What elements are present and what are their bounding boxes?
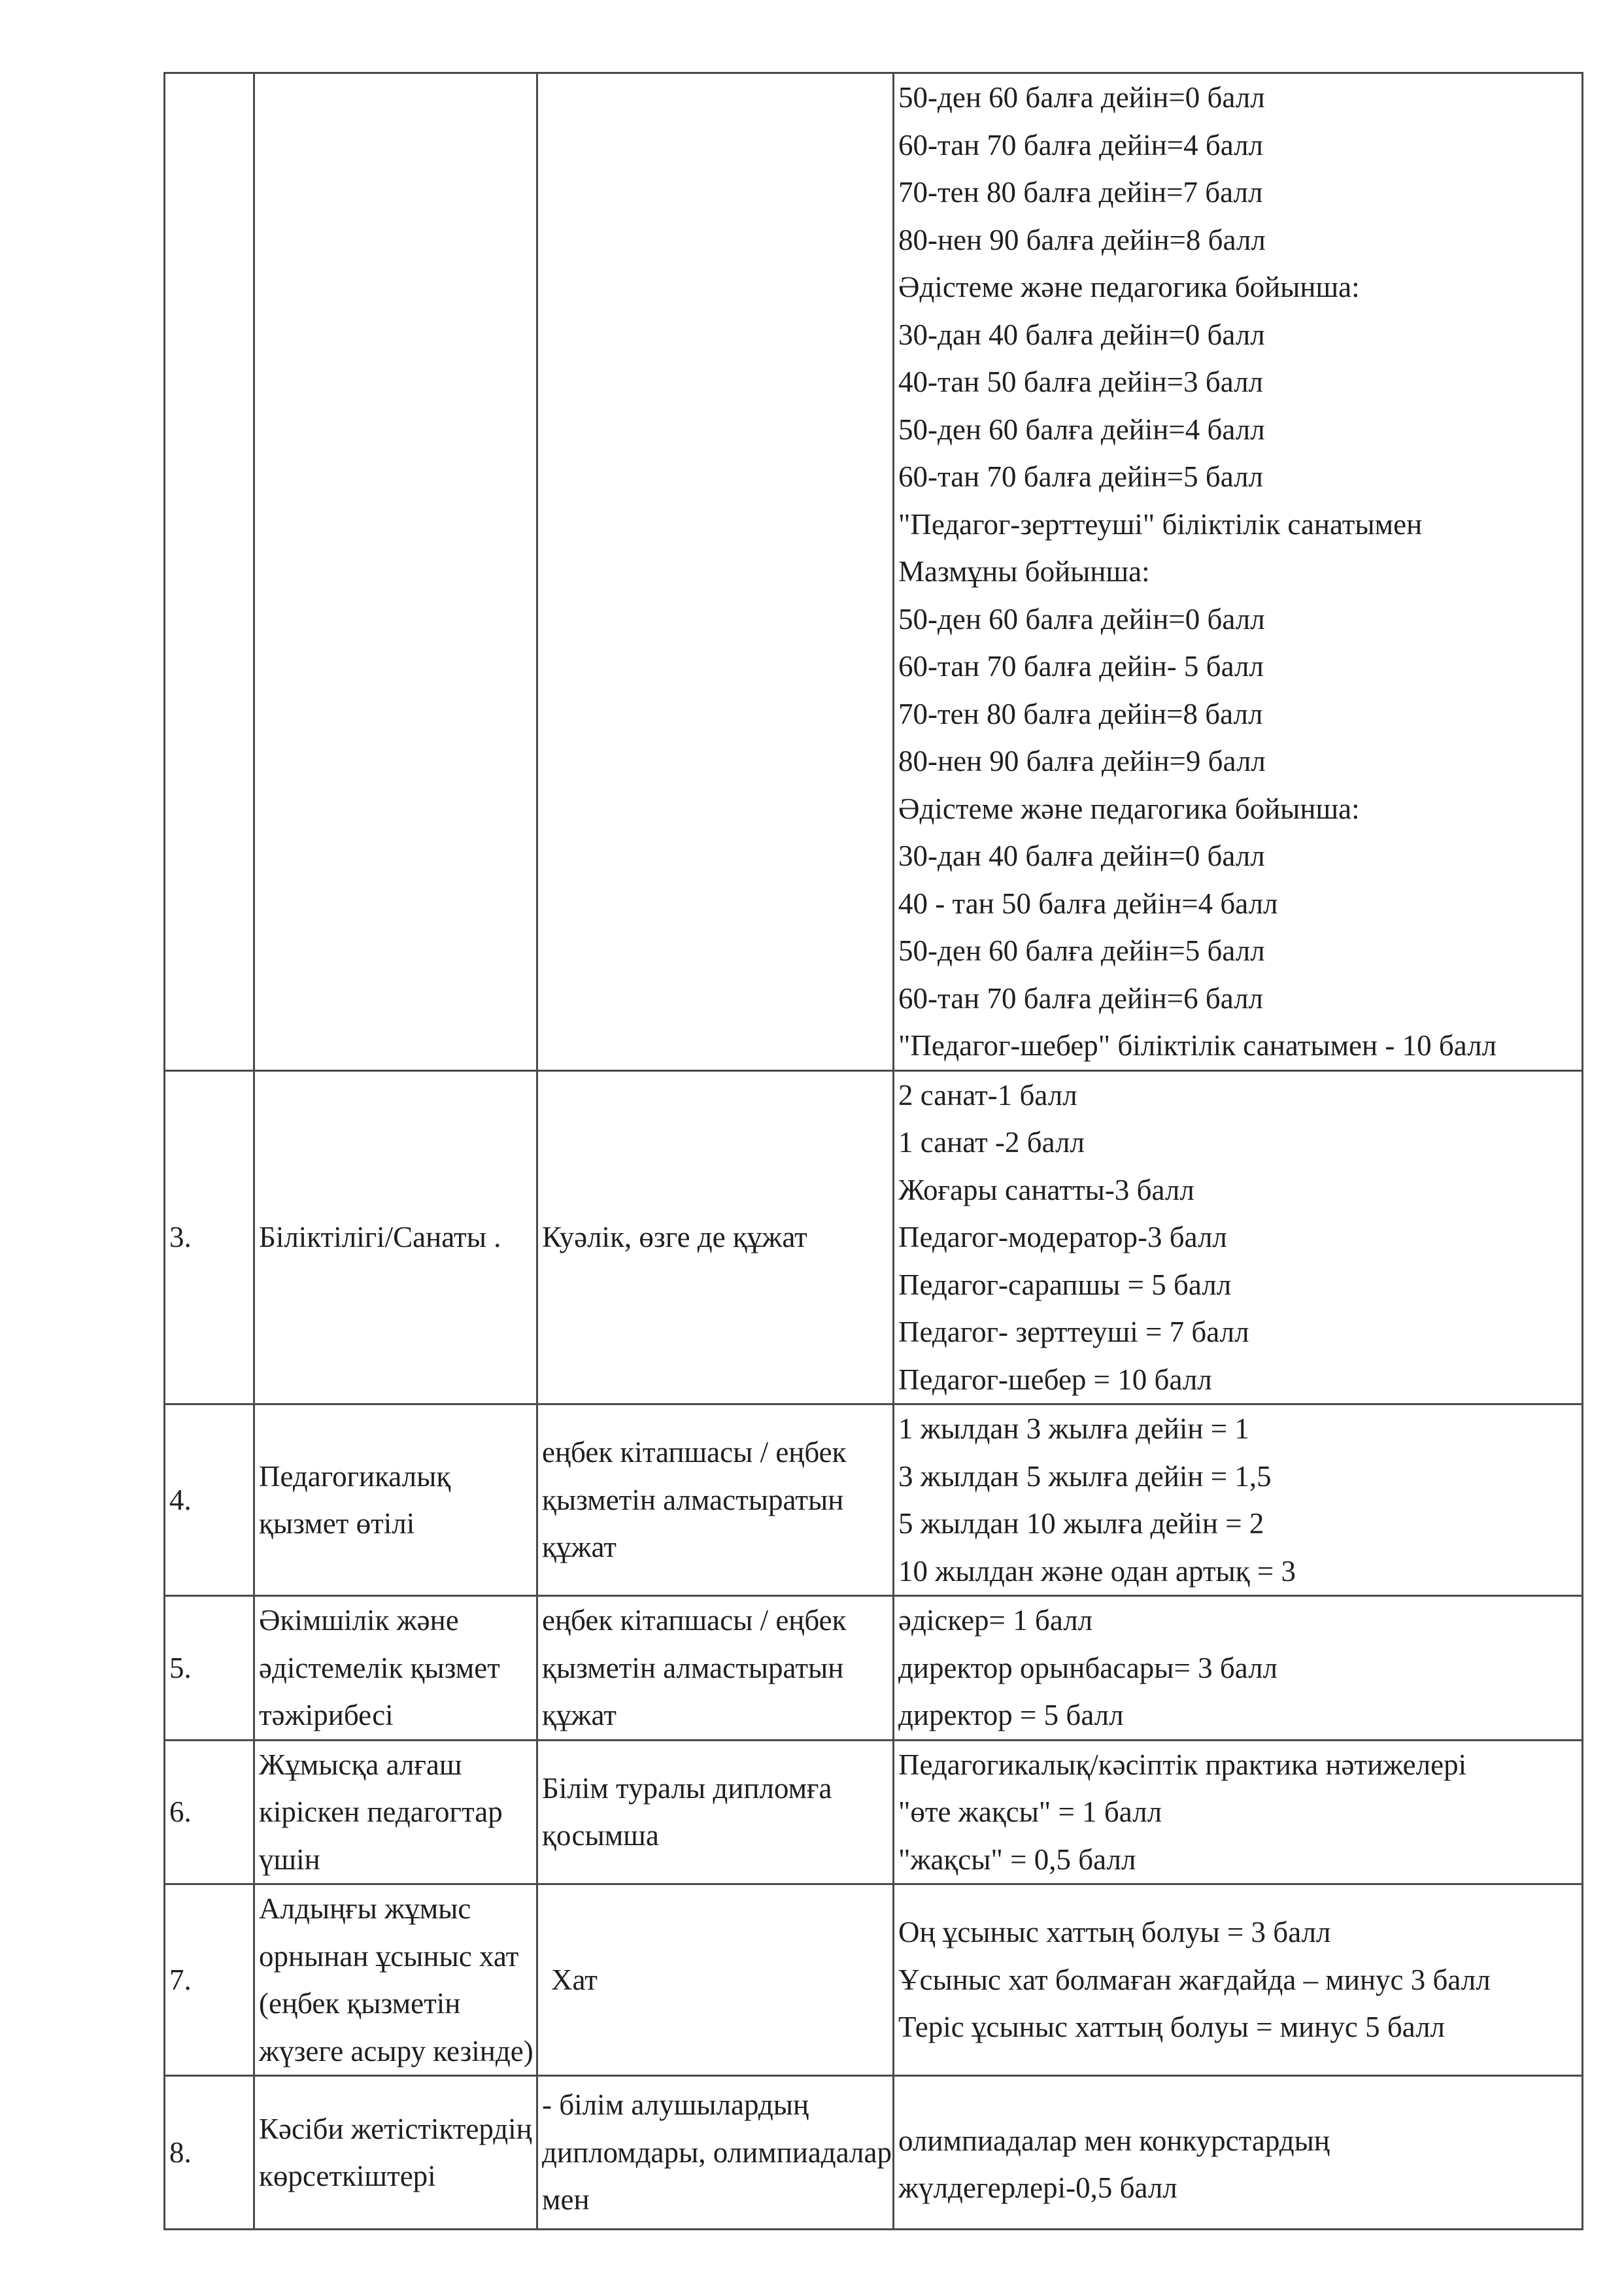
scoring-line: 2 санат-1 балл	[898, 1078, 1077, 1112]
document-type: Куәлік, өзге де құжат	[537, 1070, 894, 1404]
criterion-name: Алдыңғы жұмыс орнынан ұсыныс хат (еңбек қызметін жүзеге асыру кезінде)	[254, 1884, 537, 2076]
scoring-line: Педагог- зерттеуші = 7 балл	[898, 1316, 1249, 1348]
scoring-line: Педагог-сарапшы = 5 балл	[898, 1268, 1232, 1301]
criterion-name: Жұмысқа алғаш кіріскен педагогтар үшін	[254, 1740, 537, 1884]
scoring-line: 50-ден 60 балға дейін=4 балл	[898, 413, 1265, 446]
scoring-line: 1 санат -2 балл	[898, 1126, 1085, 1159]
scoring-cell	[894, 1404, 1583, 1596]
document-type: еңбек кітапшасы / еңбек қызметін алмастыратын құжат	[537, 1596, 894, 1741]
criterion-name: Педагогикалық қызмет өтілі	[254, 1404, 537, 1596]
scoring-line: 10 жылдан және одан артық = 3	[898, 1554, 1296, 1588]
scoring-line: 5 жылдан 10 жылға дейін = 2	[898, 1507, 1264, 1540]
scoring-line: 60-тан 70 балға дейін=6 балл	[898, 981, 1263, 1015]
criterion-name: Кәсіби жетістіктердің көрсеткіштері	[254, 2076, 537, 2230]
table-row	[165, 1740, 1583, 1884]
table-row	[165, 1070, 1583, 1404]
scoring-line: Жоғары санатты-3 балл	[898, 1173, 1194, 1206]
scoring-cell	[894, 2076, 1583, 2230]
scoring-line: 3 жылдан 5 жылға дейін = 1,5	[898, 1459, 1272, 1493]
scoring-line: Әдістеме және педагогика бойынша:	[898, 792, 1360, 825]
document-type: Білім туралы дипломға қосымша	[537, 1740, 894, 1884]
table-row-continuation	[165, 73, 1583, 1071]
criterion-name-cell	[254, 73, 537, 1071]
scoring-line: олимпиадалар мен конкурстардың	[898, 2124, 1330, 2157]
scoring-cell	[894, 1070, 1583, 1404]
scoring-line: әдіскер= 1 балл	[898, 1604, 1093, 1637]
scoring-line: "жақсы" = 0,5 балл	[898, 1843, 1136, 1876]
scoring-cell	[894, 1596, 1583, 1741]
document-type: Хат	[537, 1884, 894, 2076]
scoring-line: 40 - тан 50 балға дейін=4 балл	[898, 887, 1278, 920]
table-row	[165, 1596, 1583, 1741]
scoring-line: Мазмұны бойынша:	[898, 555, 1150, 588]
row-number: 8.	[165, 2076, 254, 2230]
criterion-name: Біліктілігі/Санаты .	[254, 1070, 537, 1404]
scoring-line: 60-тан 70 балға дейін=5 балл	[898, 460, 1263, 493]
scoring-line: Теріс ұсыныс хаттың болуы = минус 5 балл	[898, 2011, 1445, 2044]
row-number-cell	[165, 73, 254, 1071]
scoring-line: 1 жылдан 3 жылға дейін = 1	[898, 1412, 1249, 1445]
scoring-cell	[894, 73, 1583, 1071]
table-row	[165, 1404, 1583, 1596]
scoring-line: "Педагог-шебер" біліктілік санатымен - 10 балл	[898, 1029, 1497, 1062]
scoring-line: Педагог-модератор-3 балл	[898, 1221, 1227, 1253]
document-type: еңбек кітапшасы / еңбек қызметін алмастыратын құжат	[537, 1404, 894, 1596]
scoring-line: 60-тан 70 балға дейін=4 балл	[898, 128, 1263, 162]
scoring-line: 30-дан 40 балға дейін=0 балл	[898, 840, 1265, 872]
scoring-line: директор орынбасары= 3 балл	[898, 1651, 1278, 1684]
scoring-line: Педагогикалық/кәсіптік практика нәтижелері	[898, 1748, 1467, 1781]
criterion-name: Әкімшілік және әдістемелік қызмет тәжірибесі	[254, 1596, 537, 1741]
scoring-line: Ұсыныс хат болмаған жағдайда – минус 3 балл	[898, 1963, 1491, 1996]
scoring-line: 50-ден 60 балға дейін=5 балл	[898, 934, 1265, 967]
table-row	[165, 1884, 1583, 2076]
row-number: 6.	[165, 1740, 254, 1884]
scoring-line: "Педагог-зерттеуші" біліктілік санатымен	[898, 507, 1423, 541]
scoring-line: директор = 5 балл	[898, 1699, 1124, 1731]
row-number: 5.	[165, 1596, 254, 1741]
row-number: 3.	[165, 1070, 254, 1404]
scoring-line: 40-тан 50 балға дейін=3 балл	[898, 366, 1263, 398]
table-row	[165, 2076, 1583, 2230]
scoring-line: Әдістеме және педагогика бойынша:	[898, 271, 1360, 303]
row-number: 4.	[165, 1404, 254, 1596]
scoring-line: 70-тен 80 балға дейін=8 балл	[898, 697, 1263, 730]
row-number: 7.	[165, 1884, 254, 2076]
document-cell	[537, 73, 894, 1071]
scoring-line: "өте жақсы" = 1 балл	[898, 1795, 1162, 1828]
scoring-line: Педагог-шебер = 10 балл	[898, 1363, 1212, 1396]
document-type: - білім алушылардың дипломдары, олимпиадалар мен	[537, 2076, 894, 2230]
scoring-cell	[894, 1740, 1583, 1884]
criteria-table	[163, 72, 1583, 2230]
scoring-line: 80-нен 90 балға дейін=9 балл	[898, 745, 1266, 777]
scoring-line: Оң ұсыныс хаттың болуы = 3 балл	[898, 1916, 1331, 1949]
scoring-cell	[894, 1884, 1583, 2076]
scoring-line: 50-ден 60 балға дейін=0 балл	[898, 81, 1265, 114]
scoring-line: 30-дан 40 балға дейін=0 балл	[898, 318, 1265, 351]
scoring-line: 60-тан 70 балға дейін- 5 балл	[898, 650, 1264, 683]
scoring-line: 80-нен 90 балға дейін=8 балл	[898, 223, 1266, 256]
scoring-line: 70-тен 80 балға дейін=7 балл	[898, 176, 1263, 209]
scoring-line: жүлдегерлері-0,5 балл	[898, 2171, 1177, 2204]
scoring-line: 50-ден 60 балға дейін=0 балл	[898, 602, 1265, 636]
